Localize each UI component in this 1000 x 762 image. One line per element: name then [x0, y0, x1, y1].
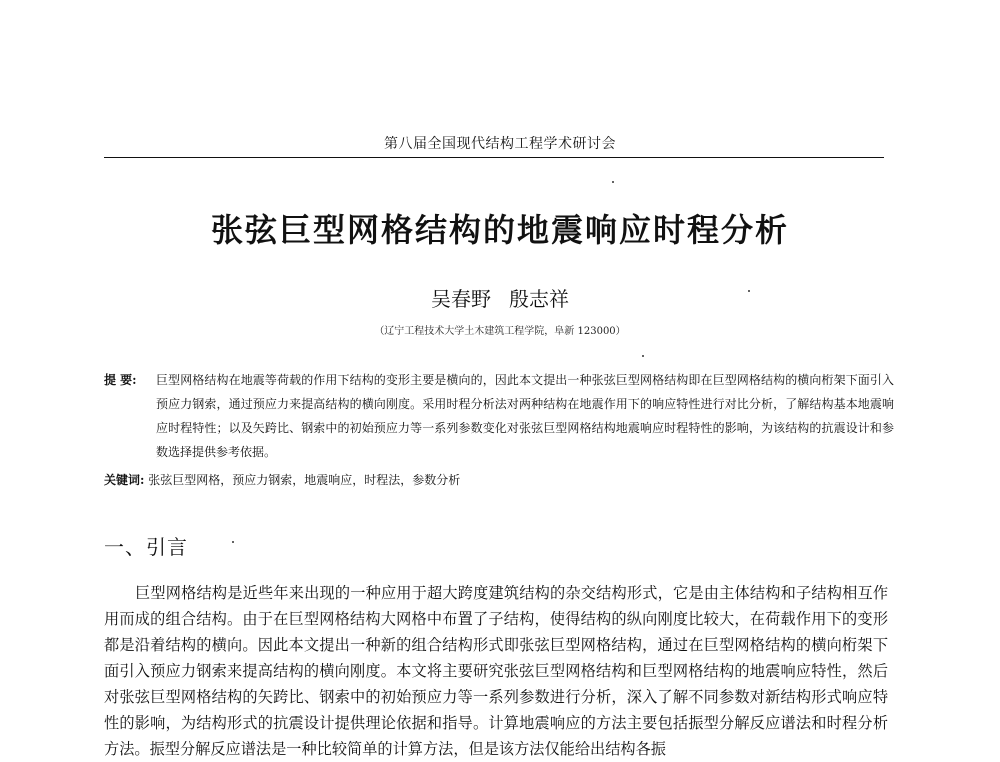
paper-title: 张弦巨型网格结构的地震响应时程分析 [210, 211, 789, 249]
scan-speck [612, 181, 614, 183]
author-affiliation: （辽宁工程技术大学土木建筑工程学院，阜新 123000） [374, 326, 626, 337]
intro-paragraph: 巨型网格结构是近些年来出现的一种应用于超大跨度建筑结构的杂交结构形式，它是由主体结构和子结构相互作用而成的组合结构。由于在巨型网格结构大网格中布置了子结构，使得结构的纵向刚度比较大，在荷载作用下的变形都是沿着结构的横向。因此本文提出一种新的组合结构形式即张弦巨型网格结构，通过在巨型网格结构的横向桁架下面引入预应力钢索来提高结构的横向刚度。本文将主要研究张弦巨型网格结构和巨型网格结构的地震响应特性，然后对张弦巨型网格结构的矢跨比、钢索中的初始预应力等一系列参数进行分析，深入了解不同参数对新结构形式响应特性的影响，为结构形式的抗震设计提供理论依据和指导。计算地震响应的方法主要包括振型分解反应谱法和时程分析方法。振型分解反应谱法是一种比较简单的计算方法，但是该方法仅能给出结构各振 [104, 584, 888, 758]
scan-speck [748, 290, 750, 292]
author-name: 殷志祥 [509, 287, 569, 311]
keywords-text: 张弦巨型网格，预应力钢索，地震响应，时程法，参数分析 [148, 473, 461, 487]
abstract-label: 提 要: [104, 373, 137, 387]
keywords [104, 468, 894, 492]
author-list [0, 283, 1000, 312]
section-heading: 一、引言 [104, 535, 188, 559]
running-header: 第八届全国现代结构工程学术研讨会 [384, 136, 616, 152]
scan-speck [232, 541, 234, 543]
abstract-text: 巨型网格结构在地震等荷载的作用下结构的变形主要是横向的，因此本文提出一种张弦巨型网格结构即在巨型网格结构的横向桁架下面引入预应力钢索，通过预应力来提高结构的横向刚度。采用时程分析法对两种结构在地震作用下的响应特性进行对比分析，了解结构基本地震响应时程特性；以及矢跨比、钢索中的初始预应力等一系列参数变化对张弦巨型网格结构地震响应时程特性的影响，为该结构的抗震设计和参数选择提供参考依据。 [156, 373, 894, 459]
header-rule [104, 157, 884, 158]
keywords-label: 关键词: [104, 473, 145, 487]
author-name: 吴春野 [431, 287, 491, 311]
abstract [104, 368, 894, 464]
scan-speck [642, 355, 644, 357]
